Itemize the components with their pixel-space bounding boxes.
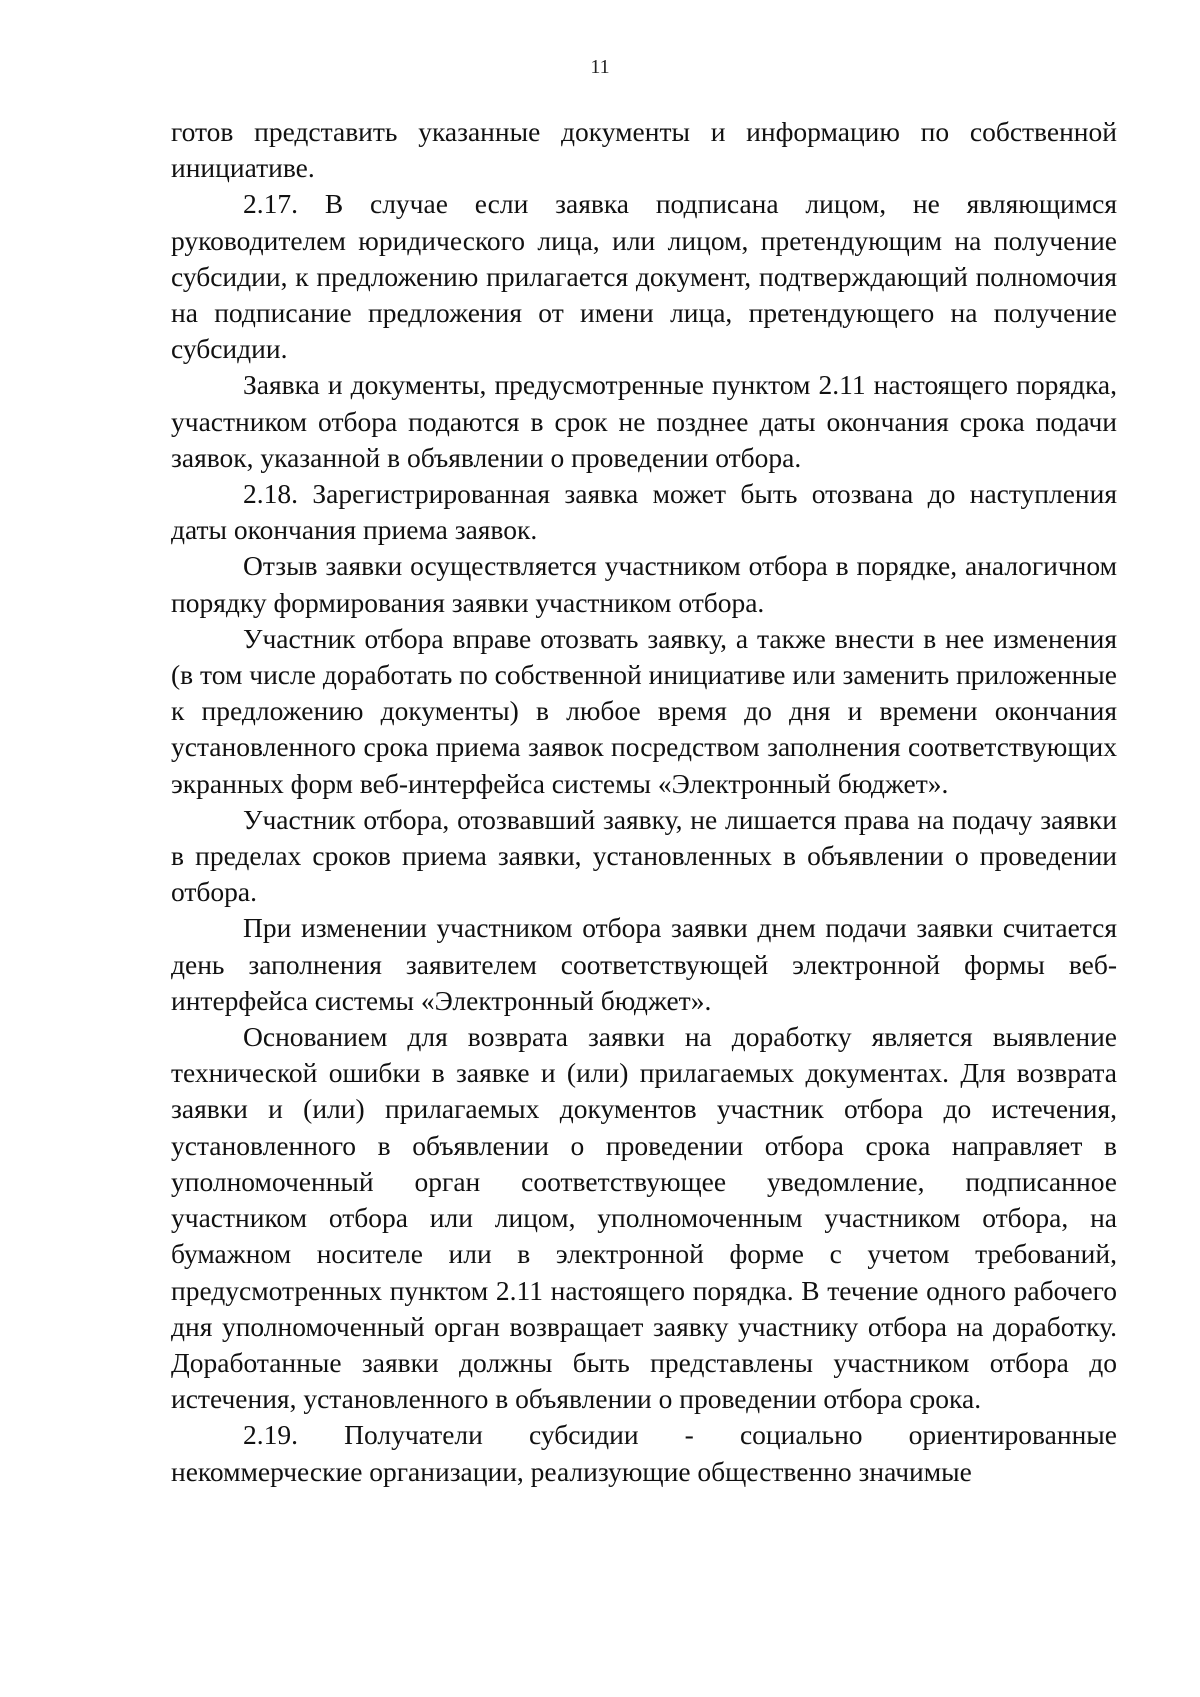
paragraph-2-18: 2.18. Зарегистрированная заявка может быть отозвана до наступления даты окончания приема заявок. xyxy=(171,478,1117,546)
paragraph-2-17: 2.17. В случае если заявка подписана лицом, не являющимся руководителем юридического лица, или лицом, претендующим на получение субсидии, к предложению прилагается документ, подтверждающий полномочия на подписание предложения от имени лица, претендующего на получение субсидии. xyxy=(171,188,1117,365)
page-number: 11 xyxy=(590,56,610,78)
paragraph-return-for-revision: Основанием для возврата заявки на доработку является выявление технической ошибки в заявке и (или) прилагаемых документах. Для возврата заявки и (или) прилагаемых документов участник отбора до истечения, установленного в объявлении о проведении отбора срока направляет в уполномоченный орган соответствующее уведомление, подписанное участником отбора или лицом, уполномоченным участником отбора, на бумажном носителе или в электронной форме с учетом требований, предусмотренных пунктом 2.11 настоящего порядка. В течение одного рабочего дня уполномоченный орган возвращает заявку участнику отбора на доработку. Доработанные заявки должны быть представлены участником отбора до истечения, установленного в объявлении о проведении отбора срока. xyxy=(171,1021,1117,1415)
paragraph-change-submission-date: При изменении участником отбора заявки днем подачи заявки считается день заполнения заявителем соответствующей электронной формы веб-интерфейса системы «Электронный бюджет». xyxy=(171,912,1117,1016)
paragraph-continuation: готов представить указанные документы и информацию по собственной инициативе. xyxy=(171,116,1117,184)
paragraph-withdrawal-order: Отзыв заявки осуществляется участником отбора в порядке, аналогичном порядку формирования заявки участником отбора. xyxy=(171,550,1117,618)
paragraph-submission-deadline: Заявка и документы, предусмотренные пунктом 2.11 настоящего порядка, участником отбора подаются в срок не позднее даты окончания срока подачи заявок, указанной в объявлении о проведении отбора. xyxy=(171,369,1117,473)
paragraph-not-deprived: Участник отбора, отозвавший заявку, не лишается права на подачу заявки в пределах сроков приема заявки, установленных в объявлении о проведении отбора. xyxy=(171,803,1117,908)
paragraph-2-19: 2.19. Получатели субсидии - социально ориентированные некоммерческие организации, реализующие общественно значимые xyxy=(171,1419,1117,1487)
paragraph-right-to-change: Участник отбора вправе отозвать заявку, а также внести в нее изменения (в том числе доработать по собственной инициативе или заменить приложенные к предложению документы) в любое время до дня и времени окончания установленного срока приема заявок посредством заполнения соответствующих экранных форм веб-интерфейса системы «Электронный бюджет». xyxy=(171,622,1117,799)
document-body xyxy=(171,114,1117,1490)
